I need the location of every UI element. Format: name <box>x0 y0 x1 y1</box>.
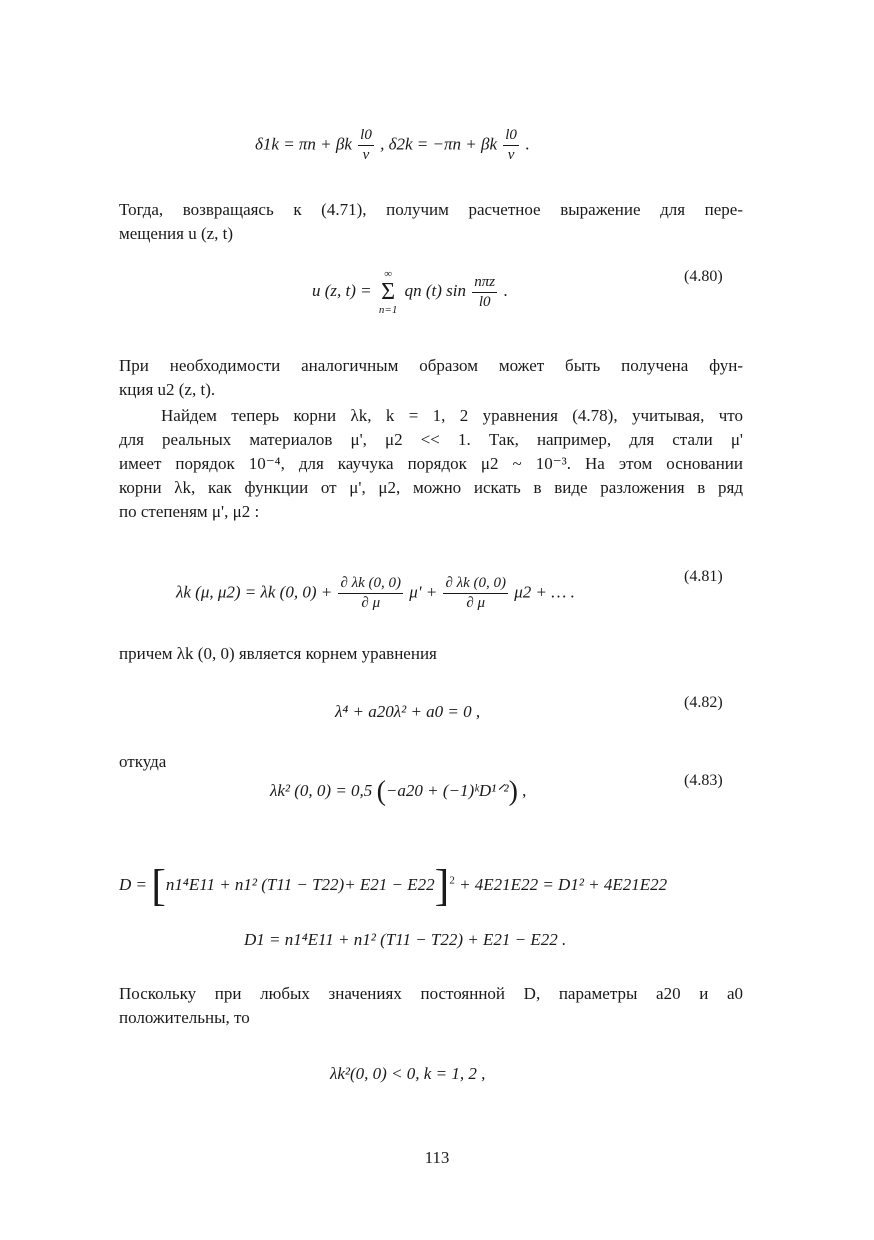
equation-4-83: λk² (0, 0) = 0,5 (−a20 + (−1)ᵏD¹ᐟ²) , <box>270 776 527 807</box>
fraction: $\frac{\text{nπz}}{l0}$ <box>474 273 496 310</box>
fraction: $\frac{l0}{v}$ <box>360 127 372 163</box>
equation-D: D = [n1⁴E11 + n1² (T11 − T22)+ E21 − E22]$^2$ + 4E21E22 = D1² + 4E21E22 <box>119 861 668 910</box>
paragraph-1: Тогда, возвращаясь к (4.71), получим расчетное выражение для пере- мещения u (z, t) <box>119 200 743 243</box>
paragraph-5: откуда <box>119 752 167 771</box>
equation-final: λk²(0, 0) < 0, k = 1, 2 , <box>330 1064 486 1083</box>
fraction: $\frac{\partial \lambda k (0, 0)}{\partial \mu}$ <box>445 575 506 611</box>
paragraph-4: причем λk (0, 0) является корнем уравнения <box>119 644 437 663</box>
summation: ∞ Σ n=1 <box>378 268 398 316</box>
equation-number: (4.80) <box>684 268 723 285</box>
fraction: $\frac{\partial \lambda k (0, 0)}{\partial \mu}$ <box>340 575 402 611</box>
equation-number: (4.82) <box>684 694 723 711</box>
paragraph-2: При необходимости аналогичным образом может быть получена фун- кция u2 (z, t). <box>119 356 743 399</box>
page-number: 113 <box>424 1148 450 1167</box>
equation-number: (4.81) <box>684 568 723 585</box>
equation-number: (4.83) <box>684 772 723 789</box>
equation-delta: δ1k = πn + βk $\frac{l0}{v}$ , δ2k = −πn + βk $\frac{l0}{v}$ . <box>255 127 530 163</box>
bracket: ] <box>434 861 450 910</box>
bracket: [ <box>151 861 166 910</box>
equation-4-80: u (z, t) = ∞ Σ n=1 qn (t) sin $\frac{\text{nπz}}{l0}$ . <box>312 268 508 316</box>
equation-4-81: λk (μ, μ2) = λk (0, 0) + $\frac{\partial \lambda k (0, 0)}{\partial \mu}$ μ' + $\frac{\partial \lambda k (0, 0)}{\partial \mu}$ μ2 + … . <box>176 575 575 611</box>
paragraph-3: Найдем теперь корни λk, k = 1, 2 уравнения (4.78), учитывая, что для реальных материалов μ', μ2 << 1. Так, например, для стали μ' имеет порядок 10⁻⁴, для каучука порядок μ2 ~ 10⁻³. На этом основании корни λk, как функции от μ', μ2, можно искать в виде разложения в ряд по степеням μ', μ2 : <box>119 406 743 521</box>
equation-D1: D1 = n1⁴E11 + n1² (T11 − T22) + E21 − E22 . <box>244 930 567 949</box>
bracket: ) <box>508 776 518 807</box>
fraction: $\frac{l0}{v}$ <box>505 127 517 163</box>
bracket: ( <box>376 776 386 807</box>
equation-4-82: λ⁴ + a20λ² + a0 = 0 , <box>335 702 481 721</box>
paragraph-6: Поскольку при любых значениях постоянной D, параметры a20 и a0 положительны, то <box>119 984 743 1027</box>
